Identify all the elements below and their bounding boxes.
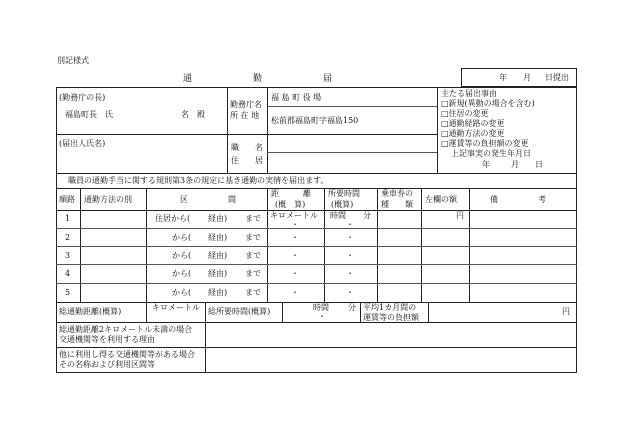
row-5-via: 経由): [208, 288, 228, 297]
unit-min: 分: [363, 211, 371, 220]
date-day: 日提出: [545, 73, 569, 82]
burden-yen: 円: [562, 307, 570, 316]
header-ticket-sub: 種 類: [381, 200, 413, 209]
form-label: 別記様式: [57, 56, 89, 65]
row-5-dist-dot: ・: [291, 288, 299, 297]
total-time-label: 総所要時間(概算): [208, 307, 271, 316]
date-month: 月: [523, 73, 531, 82]
header-section: 区 間: [180, 195, 236, 204]
occurrence-label: 上記事実の発生年月日: [451, 149, 531, 158]
row-5-from: から(: [172, 288, 192, 297]
header-method: 通勤方法の別: [84, 195, 132, 204]
post-label: 職 名: [231, 143, 263, 152]
office-address: 松前郡福島町字福島150: [271, 116, 359, 125]
office-address-label: 所 在 地: [230, 111, 260, 120]
note-other-2: その名称および利用区間等: [59, 360, 155, 369]
unit-yen: 円: [456, 211, 464, 220]
burden-label-2: 運賃等の負担額: [363, 313, 419, 322]
row-2-from: から(: [172, 233, 192, 242]
office-name-label: 勤務庁名: [230, 100, 262, 109]
header-ticket: 乗車券の: [381, 189, 413, 198]
header-distance: 距 離: [271, 189, 311, 198]
row-3-dist-dot: ・: [291, 251, 299, 260]
total-time-min: 分: [348, 303, 356, 312]
reason-fare: □運賃等の負担額の変更: [441, 139, 529, 148]
applicant-bracket: (届出人氏名): [59, 139, 106, 148]
row-1-time-dot: ・: [346, 220, 354, 229]
header-time: 所要時間: [328, 189, 360, 198]
reason-method: □通勤方法の変更: [441, 129, 505, 138]
row-4-via: 経由): [208, 269, 228, 278]
row-1-dist-dot: ・: [291, 220, 299, 229]
reasons-heading: 主たる届出事由: [441, 89, 497, 98]
row-5-time-dot: ・: [346, 288, 354, 297]
row-3-via: 経由): [208, 251, 228, 260]
statement: 職員の通勤手当に関する規則第3条の規定に基き通勤の実情を届出ます。: [68, 176, 329, 185]
header-distance-sub: (概 算): [275, 200, 306, 209]
row-2-dist-dot: ・: [291, 233, 299, 242]
total-time-dot: ・: [318, 312, 326, 321]
reason-new: □新規(異動の場合を含む): [441, 99, 535, 108]
unit-hour: 時間: [330, 211, 346, 220]
row-4-from: から(: [172, 269, 192, 278]
note-under2km-1: 総通勤距離2キロメートル未満の場合: [59, 325, 193, 334]
burden-label-1: 平均1カ月間の: [363, 303, 417, 312]
row-4-no: 4: [65, 269, 71, 278]
header-order: 順路: [59, 195, 75, 204]
row-2-to: まで: [245, 233, 261, 242]
residence-label: 住 居: [231, 156, 263, 165]
total-distance-unit: キロメートル: [152, 303, 200, 312]
row-5-to: まで: [245, 288, 261, 297]
recipient-name: 福島町長 氏: [65, 110, 113, 119]
row-2-via: 経由): [208, 233, 228, 242]
row-1-from: 住居から(: [155, 214, 191, 223]
date-year: 年: [499, 73, 507, 82]
unit-km: キロメートル: [270, 211, 318, 220]
row-3-time-dot: ・: [346, 251, 354, 260]
reason-route: □通勤経路の変更: [441, 119, 505, 128]
row-1-no: 1: [65, 214, 71, 223]
row-3-no: 3: [65, 251, 71, 260]
recipient-bracket: (勤務庁の長): [59, 93, 106, 102]
occurrence-day: 日: [535, 160, 543, 169]
recipient-honorific: 名 殿: [181, 110, 205, 119]
row-2-no: 2: [65, 233, 71, 242]
header-time-sub: (概算): [331, 200, 354, 209]
row-1-via: 経由): [208, 214, 228, 223]
occurrence-year: 年: [482, 160, 490, 169]
header-left-amount: 左欄の額: [425, 195, 457, 204]
row-4-dist-dot: ・: [291, 269, 299, 278]
row-2-time-dot: ・: [346, 233, 354, 242]
row-5-no: 5: [65, 288, 71, 297]
row-3-to: まで: [245, 251, 261, 260]
row-4-time-dot: ・: [346, 269, 354, 278]
header-remarks: 備 考: [490, 195, 546, 204]
note-other-1: 他に利用し得る交通機関等がある場合: [59, 350, 195, 359]
occurrence-month: 月: [511, 160, 519, 169]
row-1-to: まで: [245, 214, 261, 223]
total-distance-label: 総通勤距離(概算): [59, 307, 122, 316]
office-name: 福 島 町 役 場: [271, 93, 322, 102]
reason-residence: □住居の変更: [441, 109, 489, 118]
row-3-from: から(: [172, 251, 192, 260]
row-4-to: まで: [245, 269, 261, 278]
note-under2km-2: 交通機関等を利用する理由: [59, 335, 155, 344]
total-time-hour: 時間: [313, 303, 329, 312]
form-title: 通 勤 届: [183, 74, 334, 84]
